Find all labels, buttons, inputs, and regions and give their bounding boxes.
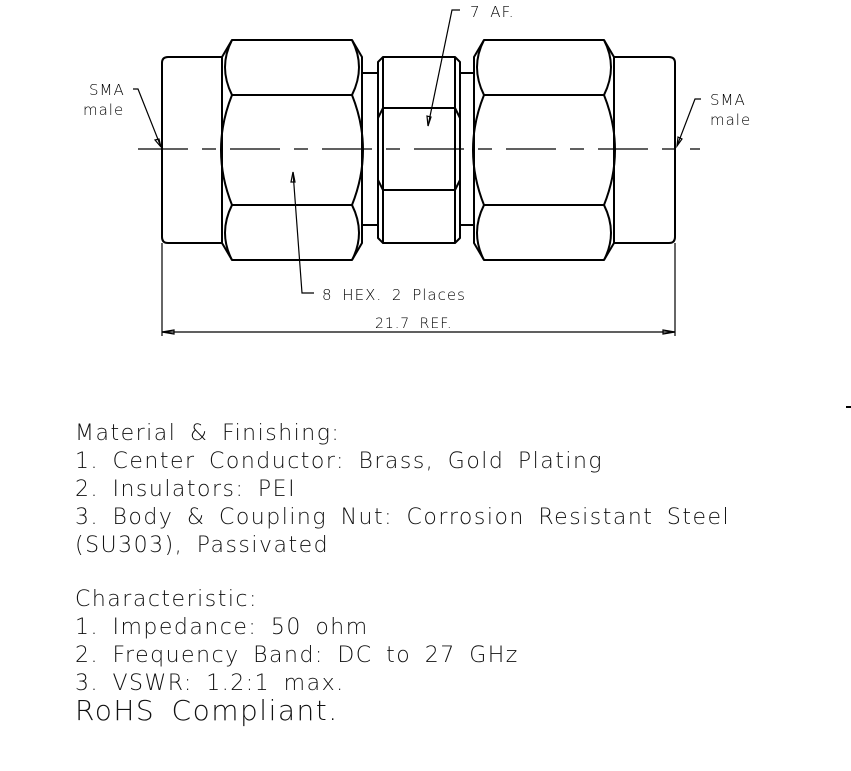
right-connector-arrow [677,137,682,146]
notes-block [75,420,730,698]
left-connector-body [162,57,222,243]
material-item-3-continued: (SU303), Passivated [75,533,330,558]
center-hex-label: 7 AF. [470,3,515,21]
overall-length-label: 21.7 REF. [375,316,453,332]
material-item-1: 1. Center Conductor: Brass, Gold Plating [75,449,604,474]
edge-mark [846,406,851,408]
right-connector-label-line1: SMA [710,91,746,109]
material-item-3: 3. Body & Coupling Nut: Corrosion Resistant Steel [75,505,731,530]
right-connector-body [614,57,675,243]
material-heading: Material & Finishing: [75,421,341,446]
outer-hex-label: 8 HEX. 2 Places [322,286,466,304]
characteristic-heading: Characteristic: [75,587,258,612]
rohs-compliance: RoHS Compliant. [75,694,339,727]
outer-hex-leader [293,172,314,293]
characteristic-item-3: 3. VSWR: 1.2:1 max. [75,671,345,696]
material-item-2: 2. Insulators: PEI [75,477,297,502]
right-connector-label-line2: male [710,111,752,129]
characteristic-item-1: 1. Impedance: 50 ohm [75,615,369,640]
left-hex-nut [221,40,363,260]
left-connector-label-line2: male [83,101,125,119]
center-hex-body [378,57,460,243]
right-hex-nut [473,40,615,260]
left-connector-label-line1: SMA [89,81,125,99]
left-connector-leader [133,89,161,147]
characteristic-item-2: 2. Frequency Band: DC to 27 GHz [75,643,519,668]
